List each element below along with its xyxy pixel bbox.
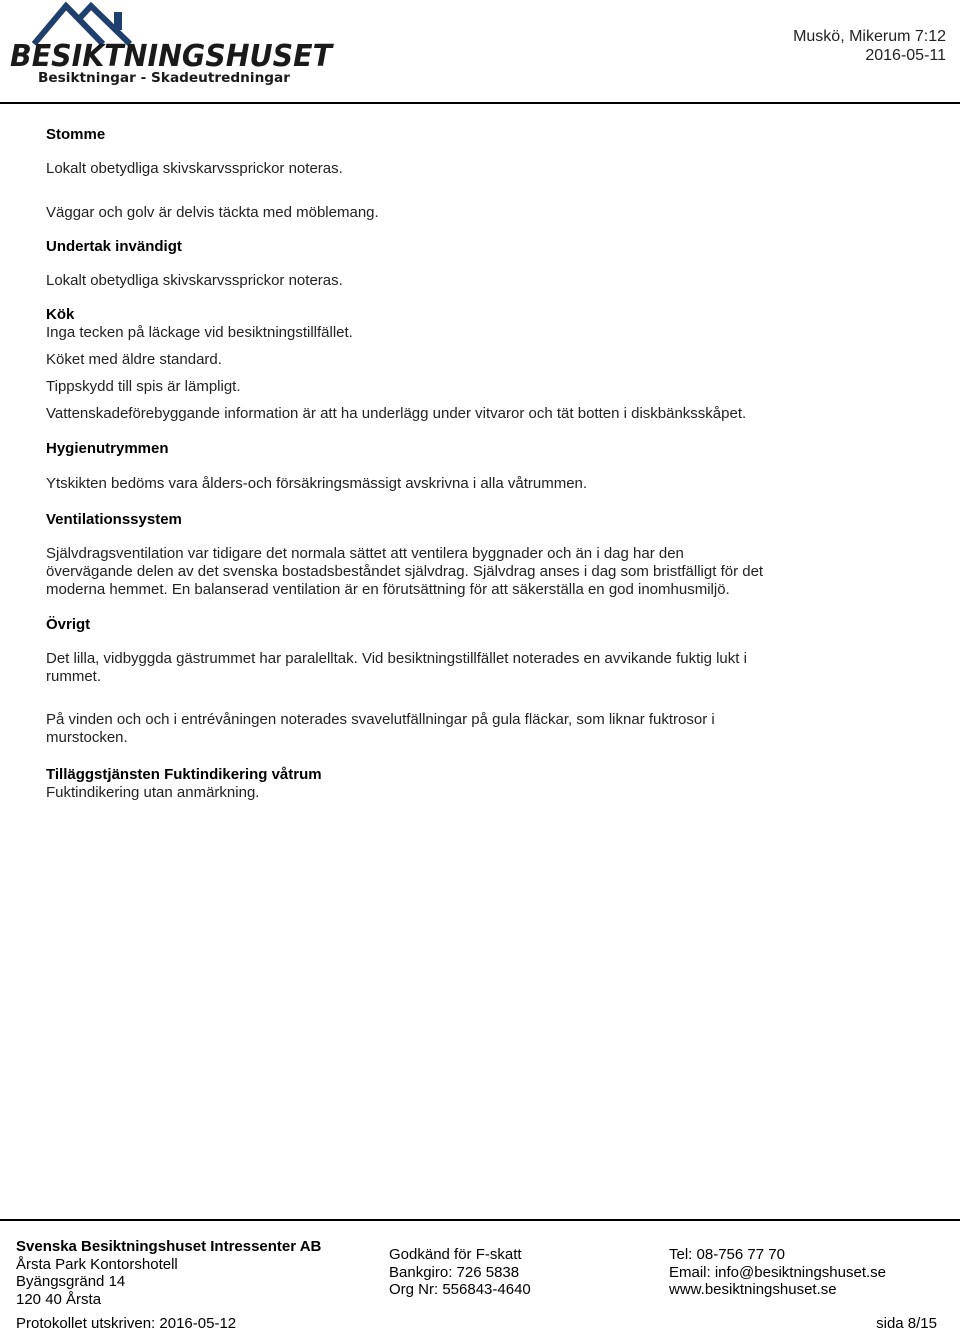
page-number: sida 8/15	[876, 1315, 937, 1332]
footer-divider	[0, 1219, 960, 1221]
kok-line: Tippskydd till spis är lämpligt.	[46, 378, 241, 395]
section-heading-stomme: Stomme	[46, 126, 106, 143]
property-name: Muskö, Mikerum 7:12	[793, 28, 946, 45]
kok-line: Vattenskadeförebyggande information är att ha underlägg under vitvaror och tät botten i diskbänksskåpet.	[46, 405, 747, 422]
undertak-text-1: Lokalt obetydliga skivskarvssprickor noteras.	[46, 272, 343, 289]
address-line: 120 40 Årsta	[16, 1290, 102, 1308]
finance-line: Bankgiro: 726 5838	[389, 1263, 520, 1281]
ovrigt-line: murstocken.	[46, 729, 128, 746]
footer-finance	[389, 1246, 531, 1299]
footer-company	[16, 1238, 321, 1308]
stomme-text-2: Väggar och golv är delvis täckta med möblemang.	[46, 204, 379, 221]
logo-wordmark: BESIKTNINGSHUSET	[10, 39, 335, 74]
ventilation-line: moderna hemmet. En balanserad ventilation är en förutsättning för att säkerställa en god inomhusmiljö.	[46, 581, 730, 598]
tillagg-text-1: Fuktindikering utan anmärkning.	[46, 784, 260, 801]
kok-line: Köket med äldre standard.	[46, 351, 222, 368]
address-line: Årsta Park Kontorshotell	[16, 1255, 178, 1273]
logo-tagline: Besiktningar - Skadeutredningar	[38, 71, 291, 86]
report-content	[46, 122, 906, 802]
kok-line: Inga tecken på läckage vid besiktningstillfället.	[46, 324, 353, 341]
section-heading-kok: Kök	[46, 306, 75, 323]
logo-graphic	[8, 0, 338, 86]
section-heading-ventilation: Ventilationssystem	[46, 511, 182, 528]
header-meta	[793, 27, 946, 65]
company-logo	[8, 0, 338, 86]
ventilation-line: övervägande delen av det svenska bostadsbeståndet självdrag. Självdrag anses i dag som bristfälligt för det	[46, 563, 764, 580]
stomme-text-1: Lokalt obetydliga skivskarvssprickor noteras.	[46, 160, 343, 177]
contact-phone: Tel: 08-756 77 70	[669, 1246, 785, 1263]
ventilation-line: Självdragsventilation var tidigare det normala sättet att ventilera byggnader och än i dag har den	[46, 545, 684, 562]
finance-line: Godkänd för F-skatt	[389, 1246, 522, 1263]
contact-email[interactable]: Email: info@besiktningshuset.se	[669, 1263, 887, 1281]
printed-date: Protokollet utskriven: 2016-05-12	[16, 1315, 237, 1332]
header-divider	[0, 102, 960, 104]
footer-contact	[669, 1246, 886, 1299]
finance-line: Org Nr: 556843-4640	[389, 1281, 531, 1298]
company-name: Svenska Besiktningshuset Intressenter AB	[16, 1238, 322, 1255]
section-heading-tillagg: Tilläggstjänsten Fuktindikering våtrum	[46, 766, 322, 783]
ovrigt-line: rummet.	[46, 668, 102, 685]
section-heading-ovrigt: Övrigt	[46, 616, 91, 633]
hygien-text-1: Ytskikten bedöms vara ålders-och försäkringsmässigt avskrivna i alla våtrummen.	[46, 475, 588, 492]
section-heading-hygien: Hygienutrymmen	[46, 440, 169, 457]
report-date: 2016-05-11	[865, 47, 946, 64]
ovrigt-line: Det lilla, vidbyggda gästrummet har paralelltak. Vid besiktningstillfället noterades en avvikande fuktig lukt i	[46, 650, 747, 667]
section-heading-undertak: Undertak invändigt	[46, 238, 182, 255]
address-line: Byängsgränd 14	[16, 1273, 126, 1290]
contact-website[interactable]: www.besiktningshuset.se	[669, 1281, 837, 1298]
ovrigt-line: På vinden och och i entrévåningen noterades svavelutfällningar på gula fläckar, som liknar fuktrosor i	[46, 711, 715, 728]
